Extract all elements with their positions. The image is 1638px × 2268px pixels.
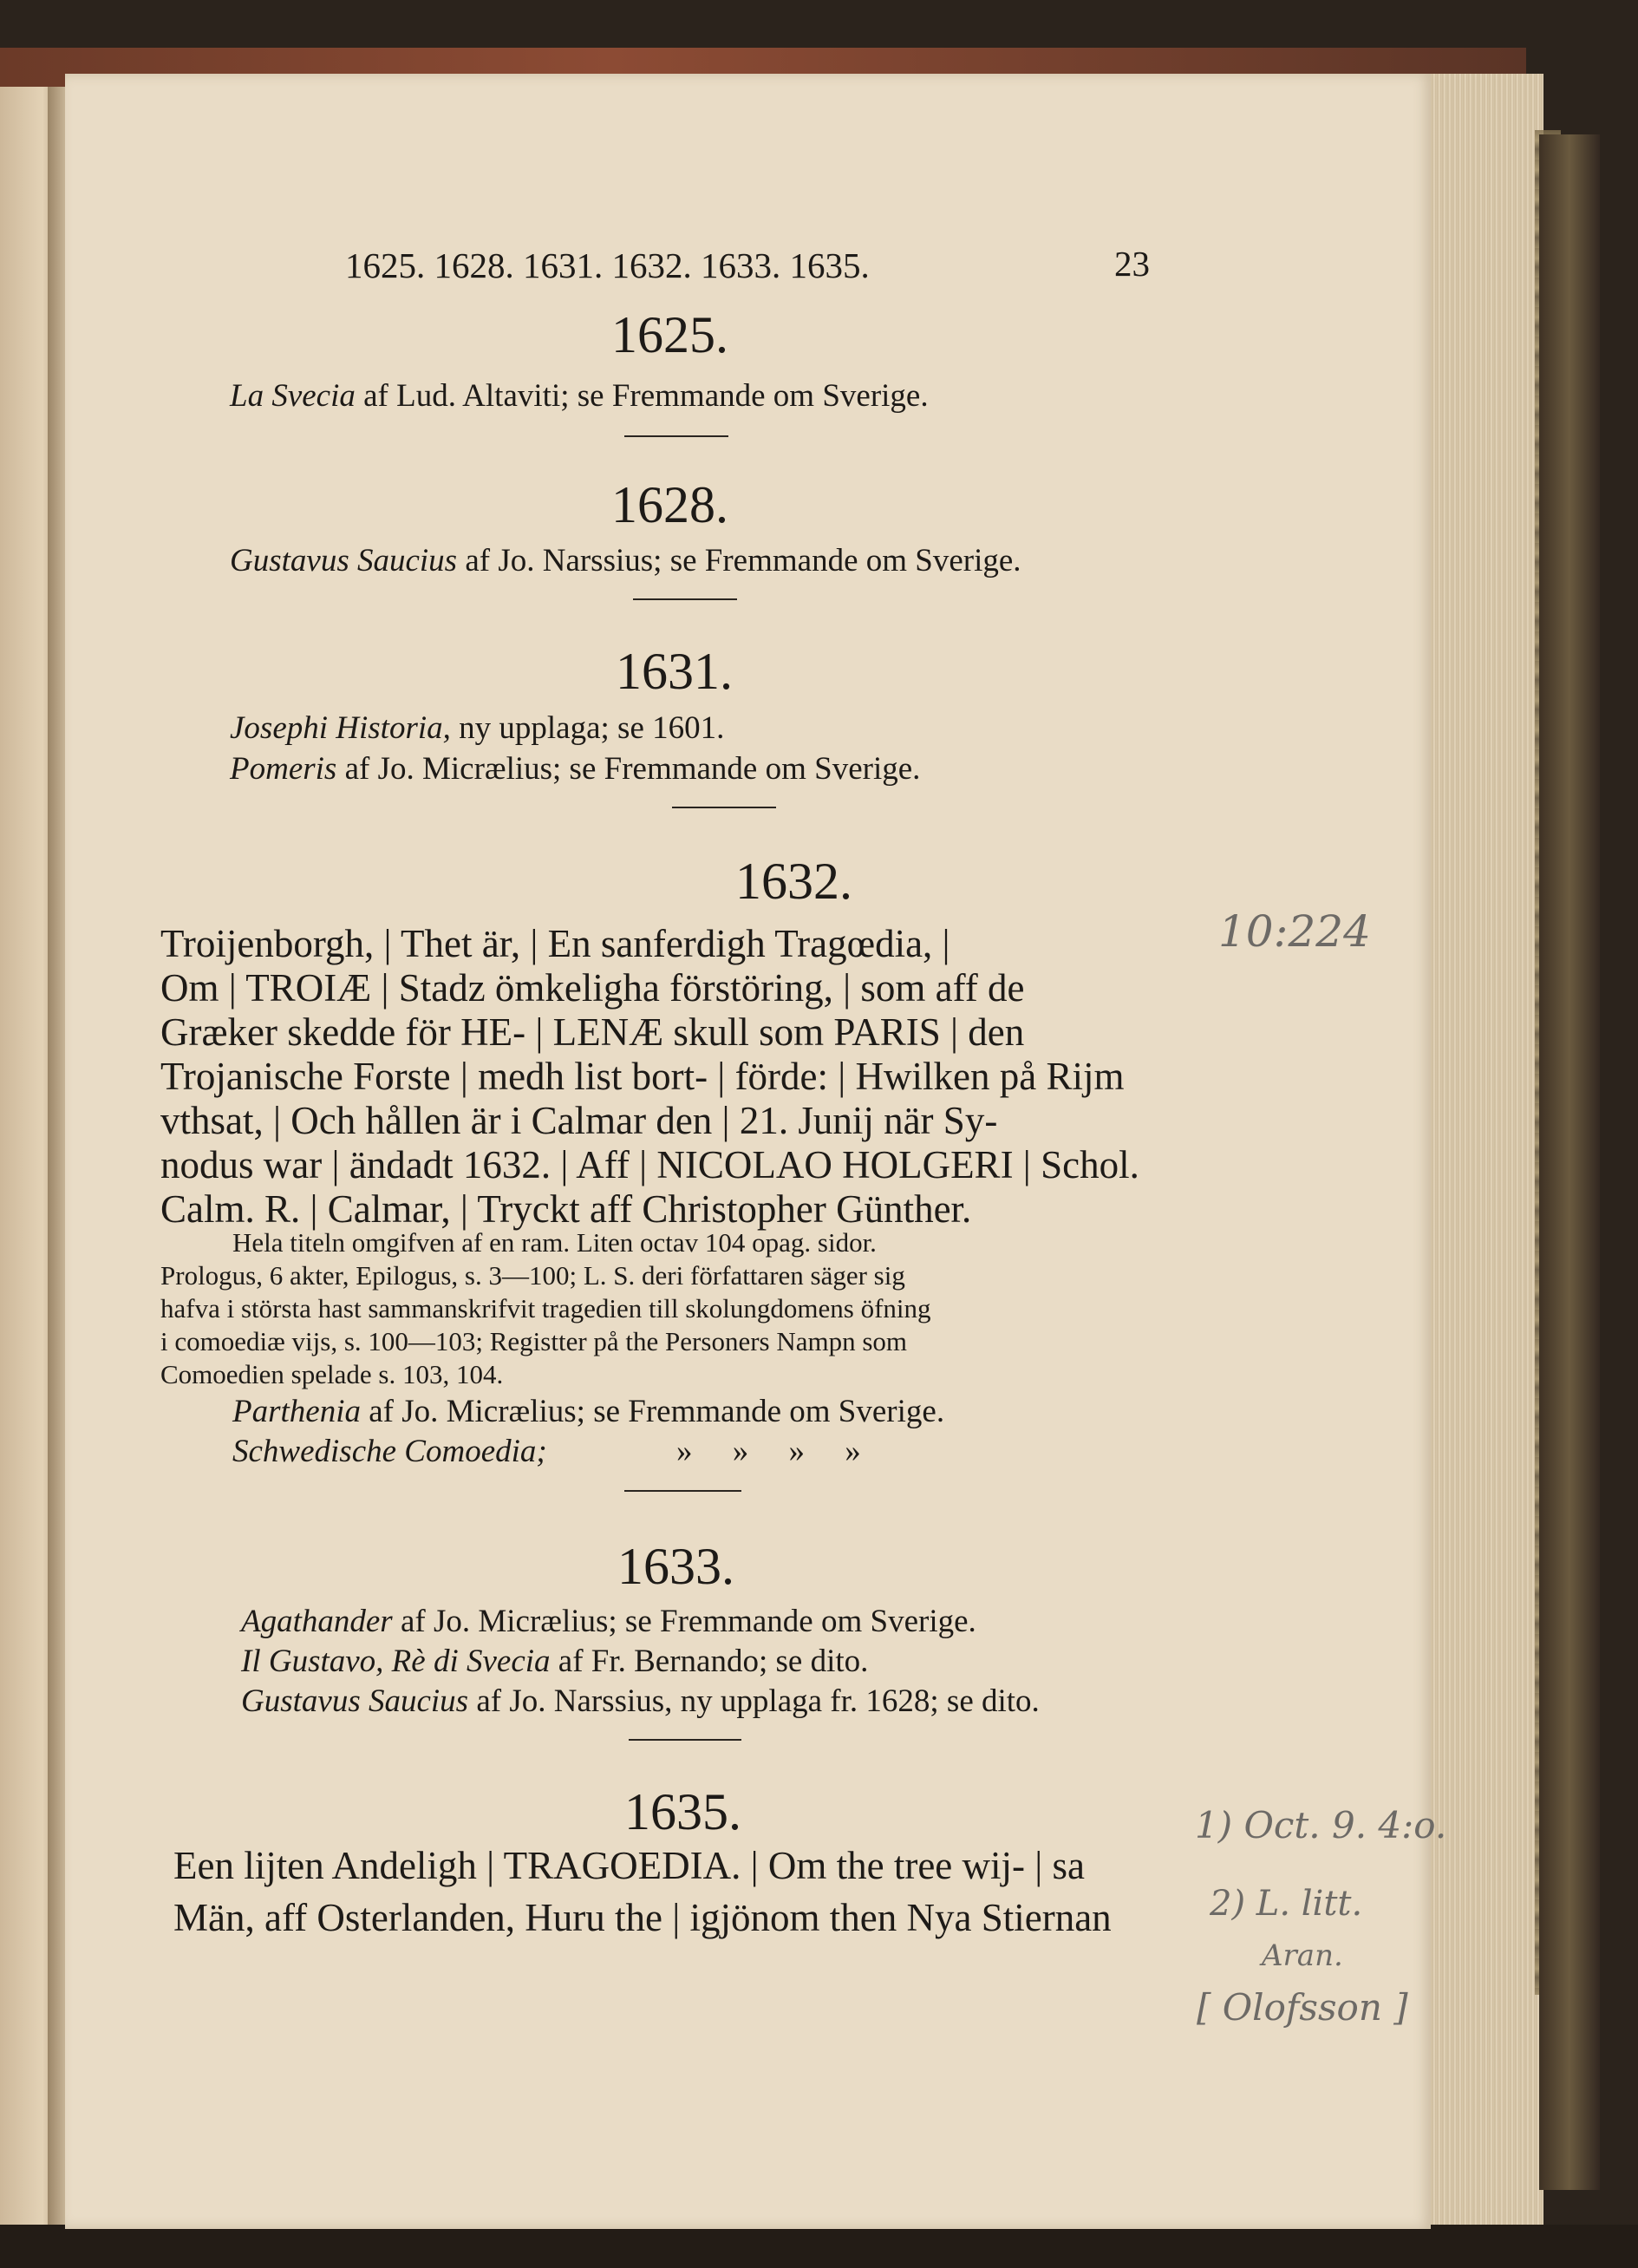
handwritten-shelfmark: 10:224 (1218, 906, 1371, 957)
title-line: Om | TROIÆ | Stadz ömkeligha förstöring, | som aff de (160, 966, 1025, 1010)
entry-1631-line1 (230, 709, 724, 747)
entry-text: af Jo. Micrælius; se Fremmande om Sverige. (360, 1394, 945, 1429)
section-rule (672, 807, 776, 808)
title-line: Een lijten Andeligh | TRAGOEDIA. | Om the tree wij- | sa (173, 1844, 1085, 1887)
handwritten-note: [ Olofsson ] (1197, 1986, 1408, 2029)
note-line: Prologus, 6 akter, Epilogus, s. 3—100; L. S. deri författaren säger sig (160, 1260, 905, 1291)
entry-title: Schwedische Comoedia; (232, 1434, 547, 1469)
title-line: Græker skedde för HE- | LENÆ skull som PARIS | den (160, 1010, 1025, 1054)
entry-1633-line2 (241, 1643, 868, 1680)
title-line: Män, aff Osterlanden, Huru the | igjönom then Nya Stiernan (173, 1896, 1112, 1939)
entry-title: Gustavus Saucius (241, 1683, 469, 1719)
entry-text: af Jo. Narssius, ny upplaga fr. 1628; se dito. (468, 1683, 1040, 1719)
year-heading-1628: 1628. (611, 476, 728, 533)
entry-1633-line1 (241, 1603, 976, 1640)
title-line: Calm. R. | Calmar, | Tryckt aff Christopher Günther. (160, 1187, 972, 1231)
entry-text: af Jo. Narssius; se Fremmande om Sverige. (457, 543, 1021, 578)
year-heading-1631: 1631. (616, 643, 733, 700)
entry-1625-line (230, 377, 929, 415)
entry-title: Josephi Historia, (230, 710, 451, 746)
book-cover-right (1539, 134, 1600, 2190)
entry-text: af Jo. Micrælius; se Fremmande om Sverige. (392, 1604, 976, 1639)
entry-text: af Jo. Micrælius; se Fremmande om Sverige. (336, 751, 921, 787)
section-rule (624, 435, 728, 437)
entry-1628-line (230, 542, 1021, 579)
title-line: Troijenborgh, | Thet är, | En sanferdigh Tragœdia, | (160, 922, 950, 965)
entry-1632-ref2 (232, 1433, 547, 1470)
entry-title: Agathander (241, 1604, 393, 1639)
section-rule (624, 1490, 741, 1492)
note-line: hafva i största hast sammanskrifvit tragedien till skolungdomens öfning (160, 1293, 931, 1324)
entry-text: af Lud. Altaviti; se Fremmande om Sverige. (355, 378, 929, 414)
handwritten-note: 1) Oct. 9. 4:o. (1195, 1804, 1447, 1846)
entry-text: af Fr. Bernando; se dito. (550, 1644, 869, 1679)
year-heading-1635: 1635. (624, 1783, 741, 1840)
bottom-shadow (0, 2225, 1638, 2268)
title-line: nodus war | ändadt 1632. | Aff | NICOLAO HOLGERI | Schol. (160, 1143, 1139, 1186)
entry-1632-ref1 (232, 1393, 944, 1430)
note-line: Hela titeln omgifven af en ram. Liten octav 104 opag. sidor. (232, 1227, 877, 1258)
note-line: i comoediæ vijs, s. 100—103; Registter på the Personers Nampn som (160, 1326, 908, 1356)
handwritten-note: Aran. (1262, 1938, 1343, 1973)
page-edges (1431, 74, 1543, 2229)
note-line: Comoedien spelade s. 103, 104. (160, 1359, 504, 1389)
entry-title: Gustavus Saucius (230, 543, 458, 578)
entry-text: ny upplaga; se 1601. (450, 710, 725, 746)
year-heading-1633: 1633. (617, 1538, 734, 1595)
entry-title: Pomeris (230, 751, 337, 787)
title-line: vthsat, | Och hållen är i Calmar den | 21. Junij när Sy- (160, 1099, 998, 1142)
year-heading-1632: 1632. (735, 853, 852, 910)
entry-title: Il Gustavo, Rè di Svecia (241, 1644, 551, 1679)
running-header: 1625. 1628. 1631. 1632. 1633. 1635. (345, 245, 870, 285)
ditto-marks: » » » » (676, 1434, 861, 1469)
title-line: Trojanische Forste | medh list bort- | förde: | Hwilken på Rijm (160, 1055, 1125, 1098)
entry-title: Parthenia (232, 1394, 361, 1429)
year-heading-1625: 1625. (611, 306, 728, 363)
entry-title: La Svecia (230, 378, 356, 414)
entry-1631-line2 (230, 750, 920, 788)
entry-1633-line3 (241, 1683, 1040, 1720)
handwritten-note: 2) L. litt. (1210, 1884, 1363, 1924)
section-rule (633, 598, 737, 600)
section-rule (629, 1739, 741, 1741)
page-number: 23 (1114, 244, 1150, 284)
